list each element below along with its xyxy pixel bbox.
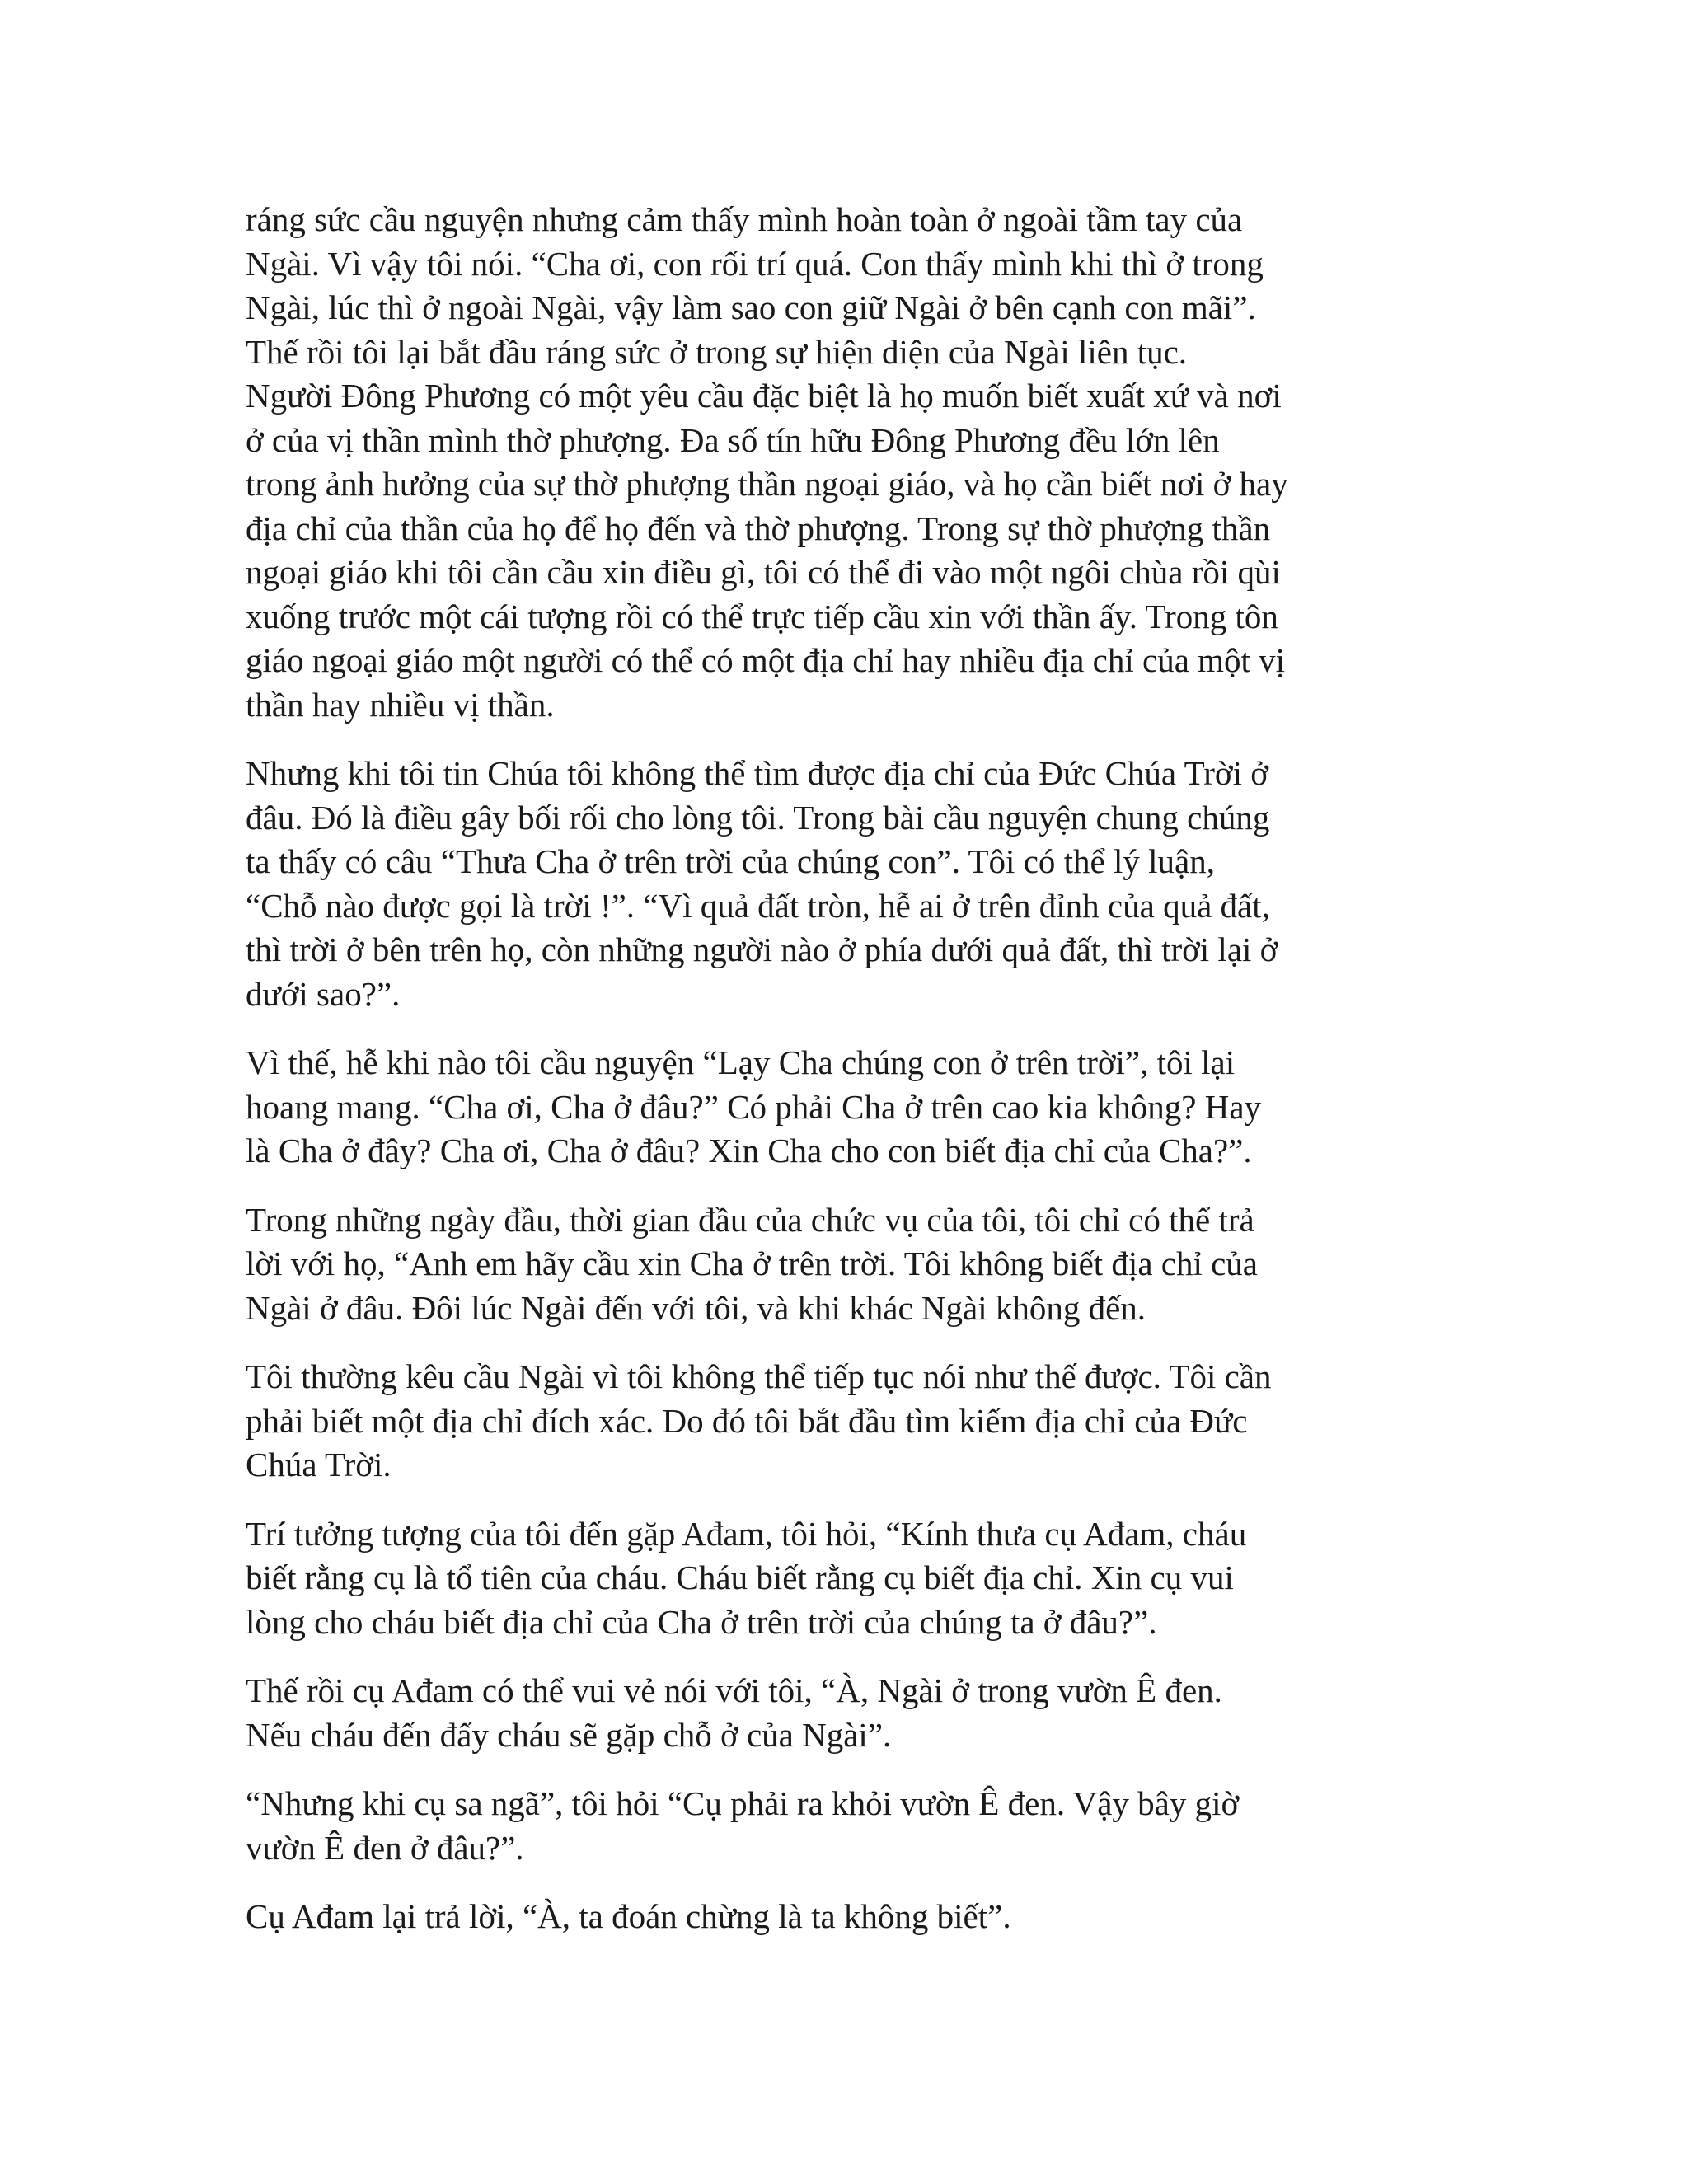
text-line: đâu. Đó là điều gây bối rối cho lòng tôi. Trong bài cầu nguyện chung chúng bbox=[246, 798, 1270, 837]
body-text bbox=[246, 198, 1449, 1939]
text-line: “Chỗ nào được gọi là trời !”. “Vì quả đất tròn, hễ ai ở trên đỉnh của quả đất, bbox=[246, 886, 1270, 925]
paragraph bbox=[246, 1355, 1449, 1488]
text-line: trong ảnh hưởng của sự thờ phượng thần ngoại giáo, và họ cần biết nơi ở hay bbox=[246, 465, 1288, 503]
text-line: Ngài. Vì vậy tôi nói. “Cha ơi, con rối trí quá. Con thấy mình khi thì ở trong bbox=[246, 244, 1264, 283]
paragraph bbox=[246, 198, 1449, 727]
text-line: ngoại giáo khi tôi cần cầu xin điều gì, tôi có thể đi vào một ngôi chùa rồi qùi bbox=[246, 553, 1281, 591]
text-line: “Nhưng khi cụ sa ngã”, tôi hỏi “Cụ phải ra khỏi vườn Ê đen. Vậy bây giờ bbox=[246, 1784, 1240, 1822]
text-line: Cụ Ađam lại trả lời, “À, ta đoán chừng là ta không biết”. bbox=[246, 1897, 1011, 1935]
text-line: Ngài ở đâu. Đôi lúc Ngài đến với tôi, và khi khác Ngài không đến. bbox=[246, 1288, 1146, 1327]
text-line: Thế rồi cụ Ađam có thể vui vẻ nói với tôi, “À, Ngài ở trong vườn Ê đen. bbox=[246, 1671, 1222, 1709]
paragraph bbox=[246, 752, 1449, 1016]
text-line: địa chỉ của thần của họ để họ đến và thờ phượng. Trong sự thờ phượng thần bbox=[246, 509, 1271, 547]
text-line: biết rằng cụ là tổ tiên của cháu. Cháu biết rằng cụ biết địa chỉ. Xin cụ vui bbox=[246, 1558, 1234, 1596]
text-line: giáo ngoại giáo một người có thể có một địa chỉ hay nhiều địa chỉ của một vị bbox=[246, 641, 1286, 679]
text-line: Trí tưởng tượng của tôi đến gặp Ađam, tôi hỏi, “Kính thưa cụ Ađam, cháu bbox=[246, 1514, 1247, 1553]
text-line: dưới sao?”. bbox=[246, 974, 401, 1013]
text-line: ta thấy có câu “Thưa Cha ở trên trời của chúng con”. Tôi có thể lý luận, bbox=[246, 842, 1215, 880]
text-line: thì trời ở bên trên họ, còn những người nào ở phía dưới quả đất, thì trời lại ở bbox=[246, 930, 1278, 968]
text-line: ráng sức cầu nguyện nhưng cảm thấy mình hoàn toàn ở ngoài tầm tay của bbox=[246, 200, 1243, 238]
text-line: Tôi thường kêu cầu Ngài vì tôi không thể tiếp tục nói như thế được. Tôi cần bbox=[246, 1357, 1272, 1395]
text-line: Nhưng khi tôi tin Chúa tôi không thể tìm được địa chỉ của Đức Chúa Trời ở bbox=[246, 754, 1268, 792]
text-line: lời với họ, “Anh em hãy cầu xin Cha ở trên trời. Tôi không biết địa chỉ của bbox=[246, 1244, 1258, 1282]
text-line: ở của vị thần mình thờ phượng. Đa số tín hữu Đông Phương đều lớn lên bbox=[246, 420, 1220, 459]
text-line: thần hay nhiều vị thần. bbox=[246, 685, 555, 724]
text-line: lòng cho cháu biết địa chỉ của Cha ở trên trời của chúng ta ở đâu?”. bbox=[246, 1602, 1157, 1641]
paragraph bbox=[246, 1669, 1449, 1757]
text-line: Vì thế, hễ khi nào tôi cầu nguyện “Lạy Cha chúng con ở trên trời”, tôi lại bbox=[246, 1043, 1236, 1081]
text-line: vườn Ê đen ở đâu?”. bbox=[246, 1828, 524, 1867]
paragraph bbox=[246, 1782, 1449, 1870]
text-line: Trong những ngày đầu, thời gian đầu của chức vụ của tôi, tôi chỉ có thể trả bbox=[246, 1200, 1254, 1239]
paragraph bbox=[246, 1895, 1449, 1939]
text-line: phải biết một địa chỉ đích xác. Do đó tôi bắt đầu tìm kiếm địa chỉ của Đức bbox=[246, 1401, 1248, 1440]
text-line: Người Đông Phương có một yêu cầu đặc biệt là họ muốn biết xuất xứ và nơi bbox=[246, 377, 1282, 415]
text-line: Ngài, lúc thì ở ngoài Ngài, vậy làm sao con giữ Ngài ở bên cạnh con mãi”. bbox=[246, 288, 1256, 326]
paragraph bbox=[246, 1041, 1449, 1174]
text-line: Chúa Trời. bbox=[246, 1446, 392, 1483]
text-line: Thế rồi tôi lại bắt đầu ráng sức ở trong sự hiện diện của Ngài liên tục. bbox=[246, 332, 1188, 371]
paragraph bbox=[246, 1198, 1449, 1331]
text-line: xuống trước một cái tượng rồi có thể trực tiếp cầu xin với thần ấy. Trong tôn bbox=[246, 597, 1278, 635]
text-line: Nếu cháu đến đấy cháu sẽ gặp chỗ ở của Ngài”. bbox=[246, 1715, 892, 1754]
text-line: hoang mang. “Cha ơi, Cha ở đâu?” Có phải Cha ở trên cao kia không? Hay bbox=[246, 1087, 1262, 1126]
text-line: là Cha ở đây? Cha ơi, Cha ở đâu? Xin Cha cho con biết địa chỉ của Cha?”. bbox=[246, 1132, 1252, 1169]
paragraph bbox=[246, 1512, 1449, 1645]
